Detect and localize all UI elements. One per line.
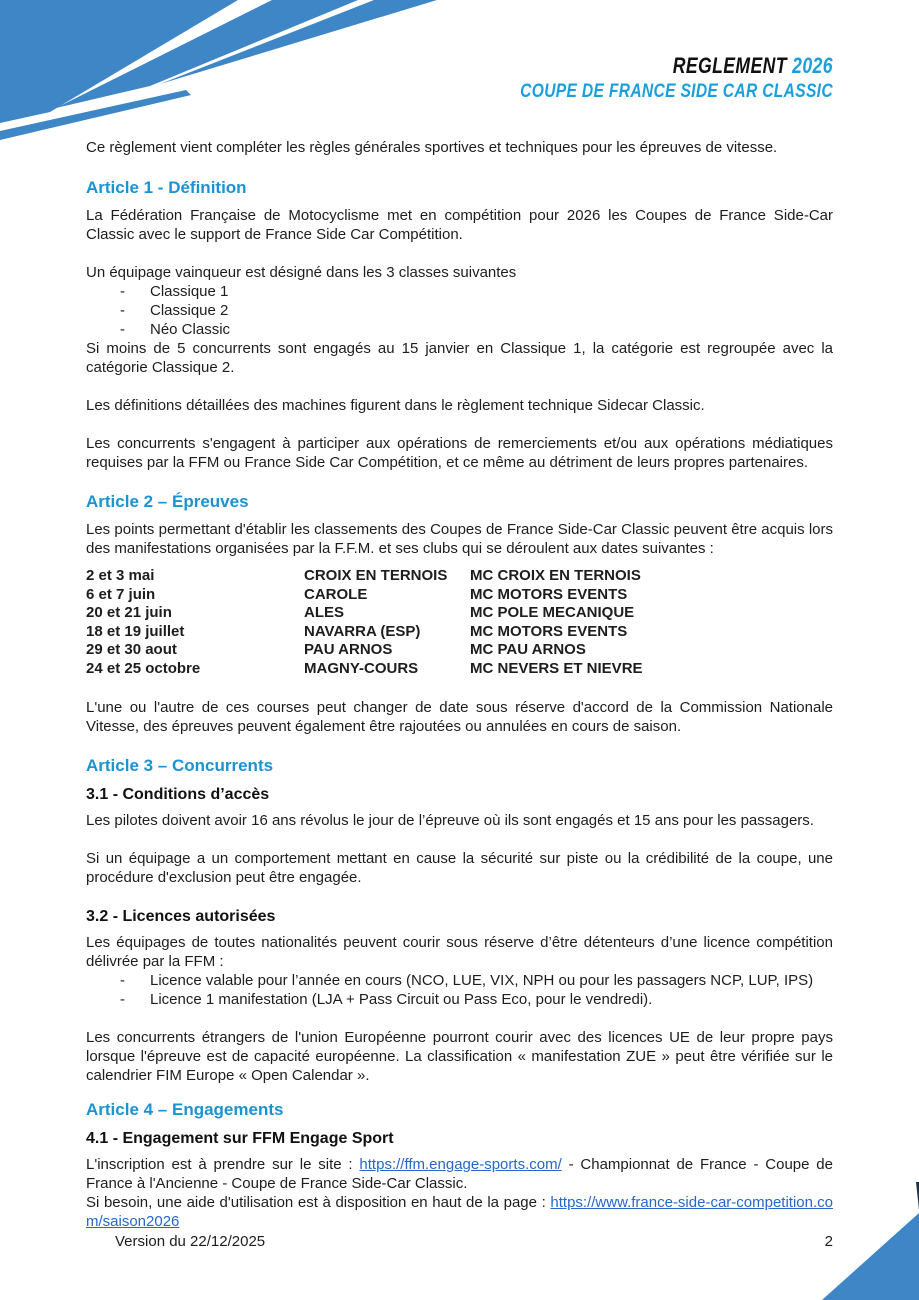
- masthead: [520, 54, 833, 102]
- section-3-2-paragraph-2: Les concurrents étrangers de l'union Européenne pourront courir avec des licences UE de leur propre pays lorsque l'épreuve est de capacité européenne. La classification « manifestation ZUE » peut être vérifiée sur le calendrier FIM Europe « Open Calendar ».: [86, 1028, 833, 1084]
- article1-paragraph-3: Si moins de 5 concurrents sont engagés au 15 janvier en Classique 1, la catégorie est regroupée avec la catégorie Classique 2.: [86, 340, 833, 376]
- page-footer: [0, 1232, 919, 1251]
- saison2026-link[interactable]: https://www.france-side-car-competition.com/saison2026: [86, 1193, 833, 1230]
- event-club: MC NEVERS ET NIEVRE: [470, 659, 643, 677]
- article3-heading: Article 3 – Concurrents: [86, 755, 274, 775]
- event-date: 24 et 25 octobre: [86, 659, 201, 677]
- version-label: Version du 22/12/2025: [115, 1233, 266, 1250]
- inscription-text-prefix: L'inscription est à prendre sur le site :: [86, 1155, 360, 1173]
- class-label: Néo Classic: [150, 321, 231, 338]
- inscription-text-suffix: - Championnat de France - Coupe de France à l'Ancienne - Coupe de France Side-Car Classic.: [86, 1155, 833, 1192]
- list-item: [86, 320, 833, 339]
- section-4-1-heading: 4.1 - Engagement sur FFM Engage Sport: [86, 1129, 394, 1147]
- article1-paragraph-2: Un équipage vainqueur est désigné dans les 3 classes suivantes: [86, 264, 517, 281]
- masthead-subtitle: COUPE DE FRANCE SIDE CAR CLASSIC: [520, 79, 833, 102]
- section-3-1-paragraph-2: Si un équipage a un comportement mettant en cause la sécurité sur piste ou la crédibilité de la coupe, une procédure d'exclusion peut être engagée.: [86, 849, 833, 886]
- licenses-list: [86, 971, 833, 1009]
- event-date: 20 et 21 juin: [86, 604, 172, 622]
- table-row: [86, 660, 833, 679]
- table-row: [86, 567, 833, 586]
- event-date: 29 et 30 aout: [86, 641, 177, 659]
- event-club: MC PAU ARNOS: [470, 641, 586, 659]
- intro-paragraph: Ce règlement vient compléter les règles générales sportives et techniques pour les épreuves de vitesse.: [86, 139, 778, 156]
- event-date: 6 et 7 juin: [86, 585, 156, 603]
- masthead-title-text: REGLEMENT: [672, 53, 787, 78]
- list-item: [86, 990, 833, 1009]
- section-4-1-paragraph-2: [86, 1193, 833, 1231]
- masthead-title: [520, 54, 833, 78]
- corner-swoosh-bottom-right: [819, 1182, 919, 1300]
- table-row: [86, 604, 833, 623]
- article2-paragraph-1: Les points permettant d'établir les classements des Coupes de France Side-Car Classic peuvent être acquis lors des manifestations organisées par la F.F.M. et ses clubs qui se déroulent aux dates suivantes :: [86, 521, 833, 557]
- section-4-1-paragraph-1: [86, 1155, 833, 1193]
- masthead-year: 2026: [792, 53, 833, 78]
- license-label: Licence 1 manifestation (LJA + Pass Circuit ou Pass Eco, pour le vendredi).: [150, 990, 653, 1008]
- event-circuit: CROIX EN TERNOIS: [304, 567, 448, 584]
- section-3-1-paragraph-1: Les pilotes doivent avoir 16 ans révolus le jour de l’épreuve où ils sont engagés et 15 ans pour les passagers.: [86, 811, 814, 829]
- event-circuit: CAROLE: [304, 585, 368, 603]
- event-club: MC POLE MECANIQUE: [470, 604, 635, 622]
- article1-paragraph-1: La Fédération Française de Motocyclisme met en compétition pour 2026 les Coupes de France Side-Car Classic avec le support de France Side Car Compétition.: [86, 207, 833, 243]
- document-content: [86, 138, 833, 1231]
- events-table: [86, 567, 833, 679]
- article2-heading: Article 2 – Épreuves: [86, 492, 249, 511]
- dash-bullet: -: [120, 971, 125, 989]
- list-item: [86, 301, 833, 320]
- event-date: 2 et 3 mai: [86, 567, 155, 584]
- table-row: [86, 623, 833, 642]
- corner-swoosh-top-left: [0, 0, 440, 150]
- section-3-2-heading: 3.2 - Licences autorisées: [86, 907, 276, 925]
- class-label: Classique 2: [150, 302, 229, 319]
- event-club: MC MOTORS EVENTS: [470, 585, 628, 603]
- license-label: Licence valable pour l’année en cours (NCO, LUE, VIX, NPH ou pour les passagers NCP, LUP, IPS): [150, 971, 814, 989]
- article1-heading: Article 1 - Définition: [86, 178, 247, 197]
- list-item: [86, 282, 833, 301]
- event-date: 18 et 19 juillet: [86, 622, 185, 640]
- dash-bullet: -: [120, 302, 125, 319]
- dash-bullet: -: [120, 990, 125, 1008]
- event-circuit: PAU ARNOS: [304, 641, 393, 659]
- event-club: MC MOTORS EVENTS: [470, 622, 628, 640]
- section-3-2-paragraph-1: Les équipages de toutes nationalités peuvent courir sous réserve d’être détenteurs d’une licence compétition délivrée par la FFM :: [86, 933, 833, 970]
- event-circuit: NAVARRA (ESP): [304, 622, 421, 640]
- article1-paragraph-4: Les définitions détaillées des machines figurent dans le règlement technique Sidecar Classic.: [86, 397, 705, 414]
- event-circuit: MAGNY-COURS: [304, 659, 419, 677]
- engage-sports-link[interactable]: https://ffm.engage-sports.com/: [359, 1155, 562, 1173]
- article1-paragraph-5: Les concurrents s'engagent à participer aux opérations de remerciements et/ou aux opérations médiatiques requises par la FFM ou France Side Car Compétition, et ce même au détriment de leurs propres partenaires.: [86, 435, 833, 471]
- dash-bullet: -: [120, 321, 125, 338]
- list-item: [86, 971, 833, 990]
- table-row: [86, 586, 833, 605]
- class-label: Classique 1: [150, 283, 229, 300]
- table-row: [86, 641, 833, 660]
- dash-bullet: -: [120, 283, 125, 300]
- section-3-1-heading: 3.1 - Conditions d’accès: [86, 785, 270, 803]
- event-circuit: ALES: [304, 604, 345, 622]
- page-number: 2: [824, 1233, 833, 1250]
- article4-heading: Article 4 – Engagements: [86, 1099, 284, 1119]
- help-text-prefix: Si besoin, une aide d'utilisation est à disposition en haut de la page :: [86, 1193, 551, 1211]
- event-club: MC CROIX EN TERNOIS: [470, 567, 641, 584]
- classes-list: [86, 282, 833, 339]
- article2-paragraph-2: L'une ou l'autre de ces courses peut changer de date sous réserve d'accord de la Commission Nationale Vitesse, des épreuves peuvent également être rajoutées ou annulées en cours de saison.: [86, 698, 833, 735]
